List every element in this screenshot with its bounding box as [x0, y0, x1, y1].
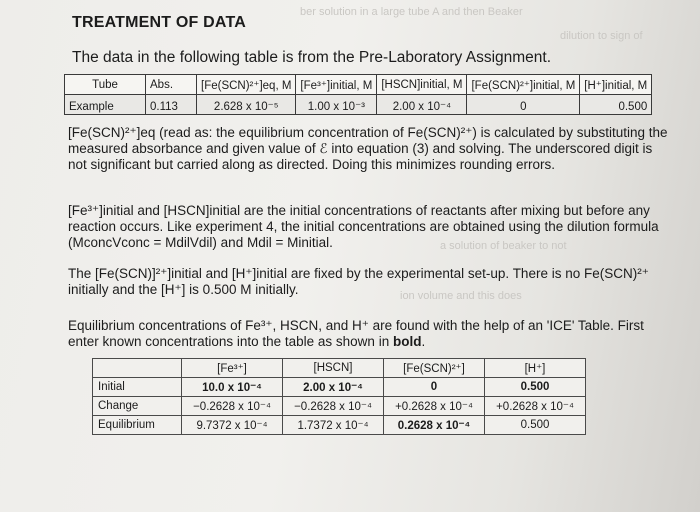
ice-cell: 2.00 x 10⁻⁴	[283, 378, 384, 397]
ice-cell: 9.7372 x 10⁻⁴	[182, 416, 283, 435]
ice-cell: 10.0 x 10⁻⁴	[182, 378, 283, 397]
paragraph-initial-concentrations: [Fe³⁺]initial and [HSCN]initial are the initial concentrations of reactants after mixing but before any reaction occurs. Like experiment 4, the initial concentrations are obtained using the dilution formula (MconcVconc = MdilVdil) and Mdil = Minitial.	[68, 203, 659, 250]
cell-h-initial: 0.500	[580, 95, 652, 115]
ice-table	[92, 358, 586, 435]
header-cell: [HSCN]	[283, 359, 384, 378]
row-label: Change	[93, 397, 182, 416]
paragraph-ice-main: Equilibrium concentrations of Fe³⁺, HSCN, and H⁺ are found with the help of an 'ICE' Table. First enter known concentrations into the table as shown in	[68, 318, 644, 349]
table-row	[93, 416, 586, 435]
cell-fescn-eq: 2.628 x 10⁻⁵	[197, 95, 296, 115]
table-header-row	[65, 75, 652, 95]
prelab-data-table	[64, 74, 652, 115]
header-cell	[93, 359, 182, 378]
ice-cell: 0.500	[485, 416, 586, 435]
header-cell: [Fe³⁺]	[182, 359, 283, 378]
cell-fe-initial: 1.00 x 10⁻³	[296, 95, 377, 115]
paragraph-ice-table	[68, 318, 668, 350]
ice-cell: +0.2628 x 10⁻⁴	[485, 397, 586, 416]
header-cell: Tube	[65, 75, 146, 95]
paragraph-fixed-values: The [Fe(SCN)]²⁺]initial and [H⁺]initial are fixed by the experimental set-up. There is no Fe(SCN)²⁺ initially and the [H⁺] is 0.500 M initially.	[68, 266, 649, 297]
header-cell: [HSCN]initial, M	[377, 75, 467, 95]
row-label: Initial	[93, 378, 182, 397]
paragraph-ice-end: .	[421, 334, 426, 349]
paragraph-equilibrium: [Fe(SCN)²⁺]eq (read as: the equilibrium concentration of Fe(SCN)²⁺) is calculated by substituting the measured absorbance and given value of ℰ into equation (3) and solving. The underscored digit is not significant but carried along as directed. Doing this minimizes rounding errors.	[68, 125, 668, 172]
header-cell: [Fe(SCN)²⁺]initial, M	[467, 75, 580, 95]
ice-cell: −0.2628 x 10⁻⁴	[182, 397, 283, 416]
ice-cell: 0.500	[485, 378, 586, 397]
ice-cell: 0.2628 x 10⁻⁴	[384, 416, 485, 435]
cell-tube: Example	[65, 95, 146, 115]
ice-cell: −0.2628 x 10⁻⁴	[283, 397, 384, 416]
cell-abs: 0.113	[146, 95, 197, 115]
ice-cell: +0.2628 x 10⁻⁴	[384, 397, 485, 416]
intro-text: The data in the following table is from the Pre-Laboratory Assignment.	[72, 49, 552, 66]
table-row	[93, 397, 586, 416]
table-row	[93, 378, 586, 397]
header-cell: Abs.	[146, 75, 197, 95]
ice-header-row	[93, 359, 586, 378]
ice-cell: 0	[384, 378, 485, 397]
ice-cell: 1.7372 x 10⁻⁴	[283, 416, 384, 435]
section-title: TREATMENT OF DATA	[72, 14, 247, 31]
header-cell: [H⁺]	[485, 359, 586, 378]
document-page: ber solution in a large tube A and then Beaker dilution to sign of TREATMENT OF DATA The data in the following table is from the Pre-Laboratory Assignment. Tube Abs. [Fe(SCN)²⁺]eq, M [Fe³⁺]initial, M [HSCN]initial, M [Fe(SCN)²⁺]initial, M [H⁺]initial, M Example 0.113 2.628 x 10⁻⁵ 1.00 x 10⁻³ 2.00 x 10⁻⁴ 0 0.500 [Fe(SCN)²⁺]eq (read as: the equilibrium concentration of Fe(SCN)²⁺) is calculated by substituting the measured absorbance and given value of ℰ into equation (3) and solving. The underscored digit is not significant but carried along as directed. Doing this minimizes rounding errors. [Fe³⁺]initial and [HSCN]initial are the initial concentrations of reactants after mixing but before any reaction occurs. Like experiment 4, the initial concentrations are obtained using the dilution formula (MconcVconc = MdilVdil) and Mdil = Minitial. The [Fe(SCN)]²⁺]initial and [H⁺]initial are fixed by the experimental set-up. There is no Fe(SCN)²⁺ initially and the [H⁺] is 0.500 M initially. Equilibrium concentrations of Fe³⁺, HSCN, and H⁺ are found with the help of an 'ICE' Table. First enter known concentrations into the table as shown in bold. [Fe³⁺] [HSCN] [Fe(SCN)²⁺] [H⁺] Initial 10.0 x 10⁻⁴ 2.00 x 10⁻⁴ 0 0.500 Change −0.2628 x 10⁻⁴ −0.2628 x 10⁻⁴ +0.2628 x 10⁻⁴ +0.2628 x 10⁻⁴ Equilibrium 9.7372 x 10⁻⁴ 1.7372 x 10⁻⁴ 0.2628 x 10⁻⁴ 0.500 a solution of beaker to not ion volume and this does	[0, 0, 700, 512]
header-cell: [H⁺]initial, M	[580, 75, 652, 95]
table-row	[65, 95, 652, 115]
header-cell: [Fe(SCN)²⁺]	[384, 359, 485, 378]
cell-hscn-initial: 2.00 x 10⁻⁴	[377, 95, 467, 115]
row-label: Equilibrium	[93, 416, 182, 435]
cell-fescn-initial: 0	[467, 95, 580, 115]
header-cell: [Fe³⁺]initial, M	[296, 75, 377, 95]
header-cell: [Fe(SCN)²⁺]eq, M	[197, 75, 296, 95]
bold-word: bold	[392, 334, 422, 349]
